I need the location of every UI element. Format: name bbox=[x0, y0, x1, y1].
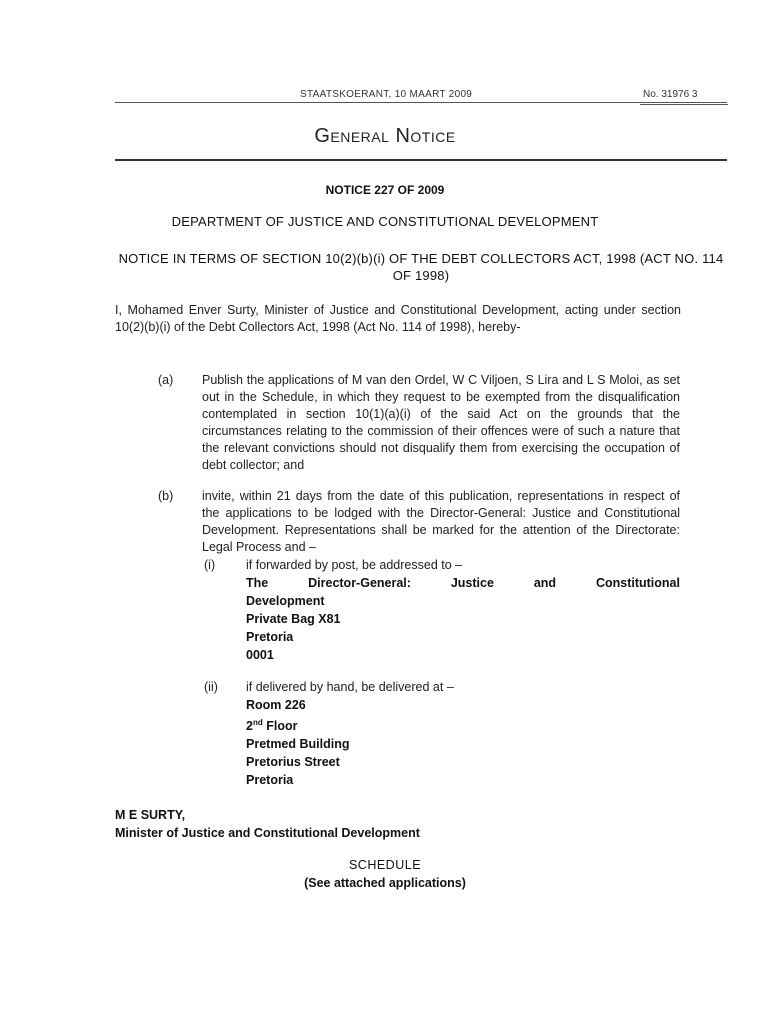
notice-terms-heading: NOTICE IN TERMS OF SECTION 10(2)(b)(i) OF THE DEBT COLLECTORS ACT, 1998 (ACT NO. 114 OF 1998) bbox=[118, 251, 724, 283]
item-b-text: invite, within 21 days from the date of this publication, representations in respect of the applications to be lodged with the Director-General: Justice and Constitutional Development. Representations shall be marked for the attention of the Directorate: Legal Process and – bbox=[202, 489, 680, 554]
postal-address-word: Director-General: bbox=[308, 576, 411, 590]
delivery-address-line-1: Room 226 bbox=[246, 698, 306, 712]
delivery-address bbox=[246, 696, 546, 789]
postal-address-line-3: Private Bag X81 bbox=[246, 612, 341, 626]
running-head: STAATSKOERANT, 10 MAART 2009 bbox=[300, 89, 473, 100]
item-b-label: (b) bbox=[158, 489, 174, 503]
schedule-heading: SCHEDULE bbox=[348, 858, 422, 872]
delivery-address-line-2 bbox=[246, 714, 546, 735]
schedule-subheading: (See attached applications) bbox=[304, 876, 466, 890]
section-title: General Notice bbox=[314, 125, 456, 147]
postal-address-word: and bbox=[533, 576, 557, 590]
sub-item-ii-text: if delivered by hand, be delivered at – bbox=[246, 680, 454, 694]
signatory-name: M E SURTY, bbox=[115, 808, 186, 822]
postal-address-word: Justice bbox=[450, 576, 494, 590]
intro-paragraph: I, Mohamed Enver Surty, Minister of Justice and Constitutional Development, acting under section 10(2)(b)(i) of the Debt Collectors Act, 1998 (Act No. 114 of 1998), hereby- bbox=[115, 303, 681, 334]
postal-address-line-2: Development bbox=[246, 594, 325, 608]
floor-number: 2 bbox=[246, 719, 253, 734]
header-rule bbox=[115, 102, 727, 103]
signatory-title: Minister of Justice and Constitutional Development bbox=[115, 826, 420, 840]
section-rule bbox=[115, 159, 727, 161]
notice-number: NOTICE 227 OF 2009 bbox=[325, 183, 445, 197]
floor-word: Floor bbox=[262, 719, 298, 734]
sub-item-i-text: if forwarded by post, be addressed to – bbox=[246, 558, 463, 572]
page-number: No. 31976 3 bbox=[643, 89, 698, 100]
signatory-block bbox=[115, 806, 420, 842]
delivery-address-line-3: Pretmed Building bbox=[246, 737, 350, 752]
sub-item-i-label: (i) bbox=[204, 558, 216, 572]
postal-address-line-5: 0001 bbox=[246, 648, 274, 662]
department-heading: DEPARTMENT OF JUSTICE AND CONSTITUTIONAL DEVELOPMENT bbox=[171, 214, 599, 229]
sub-item-ii-label: (ii) bbox=[204, 680, 218, 694]
delivery-address-line-5: Pretoria bbox=[246, 773, 294, 788]
postal-address-word: Constitutional bbox=[595, 576, 680, 590]
postal-address bbox=[246, 574, 680, 664]
postal-address-word: The bbox=[246, 576, 269, 590]
schedule-block bbox=[0, 856, 770, 892]
item-a-text: Publish the applications of M van den Ordel, W C Viljoen, S Lira and L S Moloi, as set out in the Schedule, in which they request to be exempted from the disqualification contemplated in section 10(1)(a)(i) of the said Act on the grounds that the circumstances relating to the commission of their offences were of such a nature that the relevant convictions should not disqualify them from exercising the occupation of debt collector; and bbox=[202, 373, 680, 472]
delivery-address-line-4: Pretorius Street bbox=[246, 755, 340, 770]
item-a-label: (a) bbox=[158, 373, 174, 387]
floor-suffix: nd bbox=[252, 718, 263, 727]
postal-address-line-4: Pretoria bbox=[246, 630, 294, 644]
postal-address-line-1 bbox=[246, 574, 680, 592]
header-rule-right bbox=[640, 104, 728, 105]
